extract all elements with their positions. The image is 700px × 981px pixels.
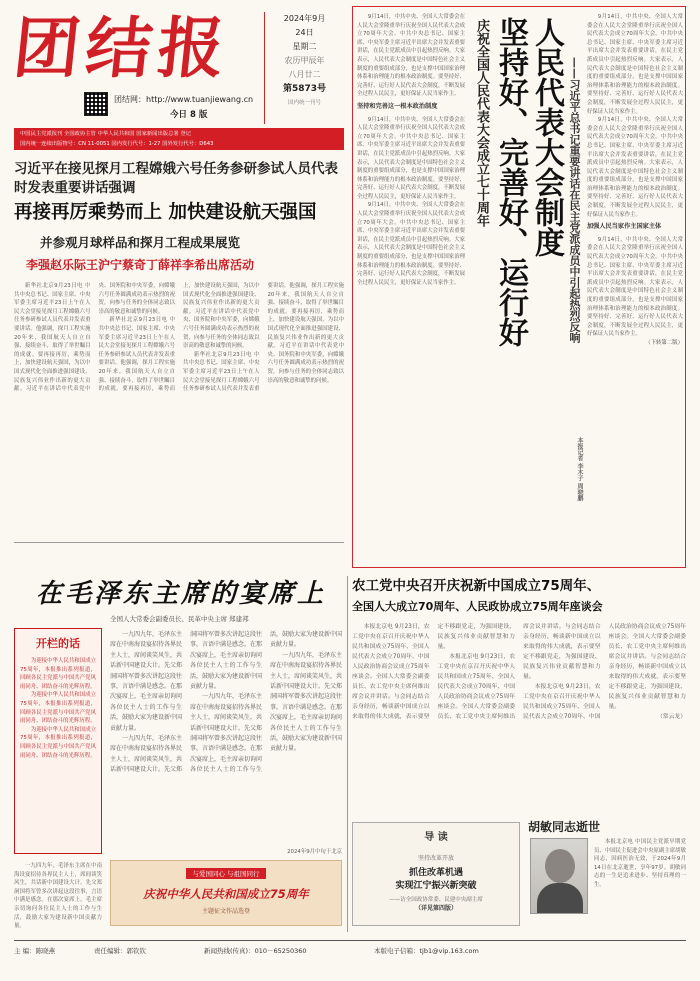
lower-title-1: 农工党中央召开庆祝新中国成立75周年、	[352, 578, 601, 594]
banner-line-1: 中国民主党派报刊 全国政协主管 中华人民共和国 国家新闻出版总署 登记	[20, 131, 191, 137]
lower-body-text-3: 本报北京电 9月23日，农工党中央在京召开庆祝中华人民共和国成立75周年、全国人民代表大会成立70周年、中国人民政治协商会议成立75周年座谈会。全国人大常委会副委员长、农工党中央主席何维出席会议并讲话。与会同志结合亲身经历，畅谈新中国成立以来取得的伟大成就，表示要坚定不移跟党走，为强国建设、民族复兴伟业贡献智慧和力量。	[523, 624, 686, 720]
lead-body	[14, 282, 344, 536]
middle-body-text-1: 一九四九年，毛泽东主席在中南海设宴招待各界民主人士，席间谈笑风生，共话新中国建设大计。先父郑洞国将军曾多次讲起这段往事，言语中满是感念。在那次宴席上，毛主席亲切询问各位民主人士的工作与生活，鼓励大家为建设新中国贡献力量。	[110, 631, 183, 732]
guide-line-4: ——访全国政协常委、民建中央副主席	[389, 897, 483, 903]
feature-byline: 本报记者 李木子 周晓鹏	[576, 437, 583, 502]
feature-body-text-5: 9月14日，中共中央、全国人大常委会在人民大会堂隆重举行庆祝全国人民代表大会成立70周年大会。中共中央总书记、国家主席、中央军委主席习近平出席大会并发表重要讲话，在民主党派成员中引起热烈反响。大家表示，人民代表大会制度是中国特色社会主义制度的重要组成部分，也是支撑中国国家治理体系和治理能力的根本政治制度。要坚持好、完善好、运行好人民代表大会制度，不断发展全过程人民民主，更好保证人民当家作主。	[587, 117, 683, 218]
date-box	[264, 12, 344, 124]
masthead-banner	[14, 128, 344, 150]
middle-body-text-2: 一九四九年，毛泽东主席在中南海设宴招待各界民主人士，席间谈笑风生，共话新中国建设大计。先父郑洞国将军曾多次讲起这段往事，言语中满是感念。在那次宴席上，毛主席亲切询问各位民主人士的工作与生活，鼓励大家为建设新中国贡献力量。	[110, 631, 263, 774]
footer-email[interactable]: 本版电子信箱：tjb1@vip.163.com	[374, 947, 479, 955]
guide-line-1: 坚持改革开放	[417, 855, 454, 862]
lower-body	[352, 622, 686, 814]
feature-continued: （下转第二版）	[645, 339, 683, 346]
obituary-body-text: 本报北京电 中国民主党派早期党员、中国民主促进会中央原副主席胡敏同志，因病医治无效，于2024年9月14日在北京逝世，享年97岁。胡敏同志的一生是追求进步、坚持真理的一生。	[594, 839, 686, 888]
middle-byline: 全国人大常委会副委员长、民革中央主席 郑建邦	[110, 615, 249, 623]
feature-box	[352, 6, 686, 568]
feature-body-left	[357, 13, 465, 561]
guide-line-3: 实现江宁振兴新突破	[395, 881, 477, 891]
footer-hotline: 新闻热线(传真)：010－65250360	[204, 947, 307, 955]
guide-title: 导 读	[424, 832, 448, 843]
logo	[9, 8, 250, 90]
feature-body-text-2: 9月14日，中共中央、全国人大常委会在人民大会堂隆重举行庆祝全国人民代表大会成立70周年大会。中共中央总书记、国家主席、中央军委主席习近平出席大会并发表重要讲话，在民主党派成员中引起热烈反响。大家表示，人民代表大会制度是中国特色社会主义制度的重要组成部分，也是支撑中国国家治理体系和治理能力的根本政治制度。要坚持好、完善好、运行好人民代表大会制度，不断发展全过程人民民主，更好保证人民当家作主。	[357, 116, 465, 200]
footer-duty-editor: 责任编辑：郭钦钦	[94, 947, 146, 955]
lead-body-text-cont: 新华社北京9月23日电 中共中央总书记、国家主席、中央军委主席习近平23日上午在人民大会堂接见探月工程嫦娥六号任务参研参试人员代表并发表重要讲话。他强调，探月工程实施20年来，我国航天人自立自强、接续奋斗，取得了举世瞩目的成就。要再接再厉，乘势而上，加快建设航天强国，为以中国式现代化全面推进强国建设、民族复兴伟业作出新的更大贡献。习近平在讲话中代表党中央、国务院和中央军委，向嫦娥六号任务圆满成功表示热烈的祝贺，向参与任务的全体同志致以崇高的敬意和诚挚的问候。	[98, 283, 260, 393]
ad-line-2: 庆祝中华人民共和国成立75周年	[143, 887, 309, 901]
lead-body-text: 新华社北京9月23日电 中共中央总书记、国家主席、中央军委主席习近平23日上午在人民大会堂接见探月工程嫦娥六号任务参研参试人员代表并发表重要讲话。他强调，探月工程实施20年来，我国航天人自立自强、接续奋斗，取得了举世瞩目的成就。要再接再厉，乘势而上，加快建设航天强国，为以中国式现代化全面推进强国建设、民族复兴伟业作出新的更大贡献。习近平在讲话中代表党中央、国务院和中央军委，向嫦娥六号任务圆满成功表示热烈的祝贺，向参与任务的全体同志致以崇高的敬意和诚挚的问候。	[14, 283, 175, 393]
column-body-text-2: 为迎接中华人民共和国成立75周年，本报推出系列报道，回顾各民主党派与中国共产党风雨同舟、团结奋斗的光辉历程。	[20, 692, 96, 725]
feature-section-2: 加强人民当家作主国家主体	[587, 223, 662, 231]
obituary-body	[594, 838, 686, 924]
footer	[14, 946, 686, 960]
middle-body-text-4: 一九四九年，毛泽东主席在中南海设宴招待各界民主人士，席间谈笑风生，共话新中国建设大计。先父郑洞国将军曾多次讲起这段往事，言语中满是感念。在那次宴席上，毛主席亲切询问各位民主人士的工作与生活，鼓励大家为建设新中国贡献力量。	[270, 651, 342, 753]
feature-section-1: 坚持和完善这一根本政治制度	[357, 102, 438, 110]
banner-line-2: 国内统一连续出版物号：CN 11-0051 国内发行代号：1-27 国外发行代号：D643	[20, 141, 214, 147]
column-body-text-3: 为迎接中华人民共和国成立75周年，本报推出系列报道，回顾各民主党派与中国共产党风雨同舟、团结奋斗的光辉历程。	[20, 726, 96, 759]
lower-body-text-1: 本报北京电 9月23日，农工党中央在京召开庆祝中华人民共和国成立75周年、全国人民代表大会成立70周年、中国人民政治协商会议成立75周年座谈会。全国人大常委会副委员长、农工党中央主席何维出席会议并讲话。与会同志结合亲身经历，畅谈新中国成立以来取得的伟大成就，表示要坚定不移跟党走，为强国建设、民族复兴伟业贡献智慧和力量。	[352, 624, 515, 720]
lower-body-text-2: 本报北京电 9月23日，农工党中央在京召开庆祝中华人民共和国成立75周年、全国人民代表大会成立70周年、中国人民政治协商会议成立75周年座谈会。全国人大常委会副委员长、农工党中央主席何维出席会议并讲话。与会同志结合亲身经历，畅谈新中国成立以来取得的伟大成就，表示要坚定不移跟党走，为强国建设、民族复兴伟业贡献智慧和力量。	[437, 624, 601, 720]
lunar-day: 八月廿二	[288, 70, 321, 79]
middle-title: 在毛泽东主席的宴席上	[36, 579, 327, 609]
pages-count: 今日 8 版	[170, 110, 208, 120]
weekday: 星期二	[292, 42, 317, 51]
ad-line-3: 主题征文作品选登	[201, 908, 250, 915]
obituary-title: 胡敏同志逝世	[528, 820, 601, 834]
feature-side-title: 庆祝全国人民代表大会成立七十周年	[474, 19, 489, 227]
middle-date: 2024年9月中旬于北京	[287, 849, 342, 855]
guide-line-5: （详见第四版）	[414, 905, 457, 912]
feature-body-text-1: 9月14日，中共中央、全国人大常委会在人民大会堂隆重举行庆祝全国人民代表大会成立70周年大会。中共中央总书记、国家主席、中央军委主席习近平出席大会并发表重要讲话，在民主党派成员中引起热烈反响。大家表示，人民代表大会制度是中国特色社会主义制度的重要组成部分，也是支撑中国国家治理体系和治理能力的根本政治制度。要坚持好、完善好、运行好人民代表大会制度，不断发展全过程人民民主，更好保证人民当家作主。	[357, 14, 465, 98]
lead-kicker: 习近平在接见探月工程嫦娥六号任务参研参试人员代表时发表重要讲话强调	[14, 161, 338, 196]
lead-headline: 再接再厉乘势而上 加快建设航天强国	[14, 202, 317, 223]
column-body-text: 为迎接中华人民共和国成立75周年，本报推出系列报道，回顾各民主党派与中国共产党风雨同舟、团结奋斗的光辉历程。	[20, 658, 96, 690]
column-below-text	[14, 862, 102, 958]
lunar-year: 农历甲辰年	[284, 56, 325, 65]
feature-body-text-4: 9月14日，中共中央、全国人大常委会在人民大会堂隆重举行庆祝全国人民代表大会成立70周年大会。中共中央总书记、国家主席、中央军委主席习近平出席大会并发表重要讲话，在民主党派成员中引起热烈反响。大家表示，人民代表大会制度是中国特色社会主义制度的重要组成部分，也是支撑中国国家治理体系和治理能力的根本政治制度。要坚持好、完善好、运行好人民代表大会制度，不断发展全过程人民民主，更好保证人民当家作主。	[587, 14, 683, 115]
feature-title-1: 坚持好、完善好、运行好	[493, 17, 528, 347]
site-link[interactable]: 团结网：http://www.tuanjiewang.cn	[114, 95, 254, 104]
date-year-month: 2024年9月	[283, 14, 326, 23]
footer-editor: 主 编：陈晓燕	[14, 947, 56, 955]
column-below-para: 一九四九年，毛泽东主席在中南海设宴招待各界民主人士，席间谈笑风生，共话新中国建设大计。先父郑洞国将军曾多次讲起这段往事，言语中满是感念。在那次宴席上，毛主席亲切询问各位民主人士的工作与生活，鼓励大家为建设新中国贡献力量。	[14, 863, 102, 930]
feature-body-text-3: 9月14日，中共中央、全国人大常委会在人民大会堂隆重举行庆祝全国人民代表大会成立70周年大会。中共中央总书记、国家主席、中央军委主席习近平出席大会并发表重要讲话，在民主党派成员中引起热烈反响。大家表示，人民代表大会制度是中国特色社会主义制度的重要组成部分，也是支撑中国国家治理体系和治理能力的根本政治制度。要坚持好、完善好、运行好人民代表大会制度，不断发展全过程人民民主，更好保证人民当家作主。	[357, 202, 465, 286]
guide-line-2: 抓住改革机遇	[408, 868, 463, 878]
lead-subheadline: 并参观月球样品和探月工程成果展览	[40, 235, 241, 250]
lower-credit: （常云龙）	[657, 714, 686, 720]
masthead	[9, 8, 344, 124]
date-day: 24日	[295, 28, 314, 37]
obituary-box	[528, 818, 686, 926]
guide-box	[352, 822, 520, 926]
ad-line-1: 与爱国同心 与祖国同行	[186, 868, 265, 879]
divider-lead	[14, 542, 344, 543]
issue-number: 第5873号	[282, 84, 327, 94]
column-box	[14, 628, 102, 854]
divider-vertical	[347, 576, 348, 932]
column-body	[20, 657, 96, 760]
feature-body-right	[587, 13, 683, 561]
lead-body-text-cont-2: 新华社北京9月23日电 中共中央总书记、国家主席、中央军委主席习近平23日上午在人民大会堂接见探月工程嫦娥六号任务参研参试人员代表并发表重要讲话。他强调，探月工程实施20年来，我国航天人自立自强、接续奋斗，取得了举世瞩目的成就。要再接再厉，乘势而上，加快建设航天强国，为以中国式现代化全面推进强国建设、民族复兴伟业作出新的更大贡献。习近平在讲话中代表党中央、国务院和中央军委，向嫦娥六号任务圆满成功表示热烈的祝贺，向参与任务的全体同志致以崇高的敬意和诚挚的问候。	[183, 283, 344, 393]
logo-text: 团结报	[9, 9, 235, 87]
middle-body-text-3: 一九四九年，毛泽东主席在中南海设宴招待各界民主人士，席间谈笑风生，共话新中国建设大计。先父郑洞国将军曾多次讲起这段往事，言语中满是感念。在那次宴席上，毛主席亲切询问各位民主人士的工作与生活，鼓励大家为建设新中国贡献力量。	[190, 631, 342, 774]
obituary-portrait	[530, 838, 588, 914]
middle-body	[110, 630, 342, 848]
feature-subtitle: ——习近平总书记重要讲话在民主党派成员中引起热烈反响	[568, 57, 581, 343]
feature-body-text-6: 9月14日，中共中央、全国人大常委会在人民大会堂隆重举行庆祝全国人民代表大会成立70周年大会。中共中央总书记、国家主席、中央军委主席习近平出席大会并发表重要讲话，在民主党派成员中引起热烈反响。大家表示，人民代表大会制度是中国特色社会主义制度的重要组成部分，也是支撑中国国家治理体系和治理能力的根本政治制度。要坚持好、完善好、运行好人民代表大会制度，不断发展全过程人民民主，更好保证人民当家作主。	[587, 236, 683, 338]
column-title: 开栏的话	[36, 637, 80, 650]
lead-attendees: 李强赵乐际王沪宁蔡奇丁薛祥李希出席活动	[26, 258, 255, 272]
feature-title-2: 人民代表大会制度	[529, 17, 564, 257]
ad-banner	[110, 860, 342, 926]
lower-title-2: 全国人大成立70周年、人民政协成立75周年座谈会	[352, 600, 603, 613]
footer-rule	[14, 940, 686, 941]
edition-note: 国内统一刊号	[287, 100, 321, 106]
qr-code	[84, 92, 108, 116]
